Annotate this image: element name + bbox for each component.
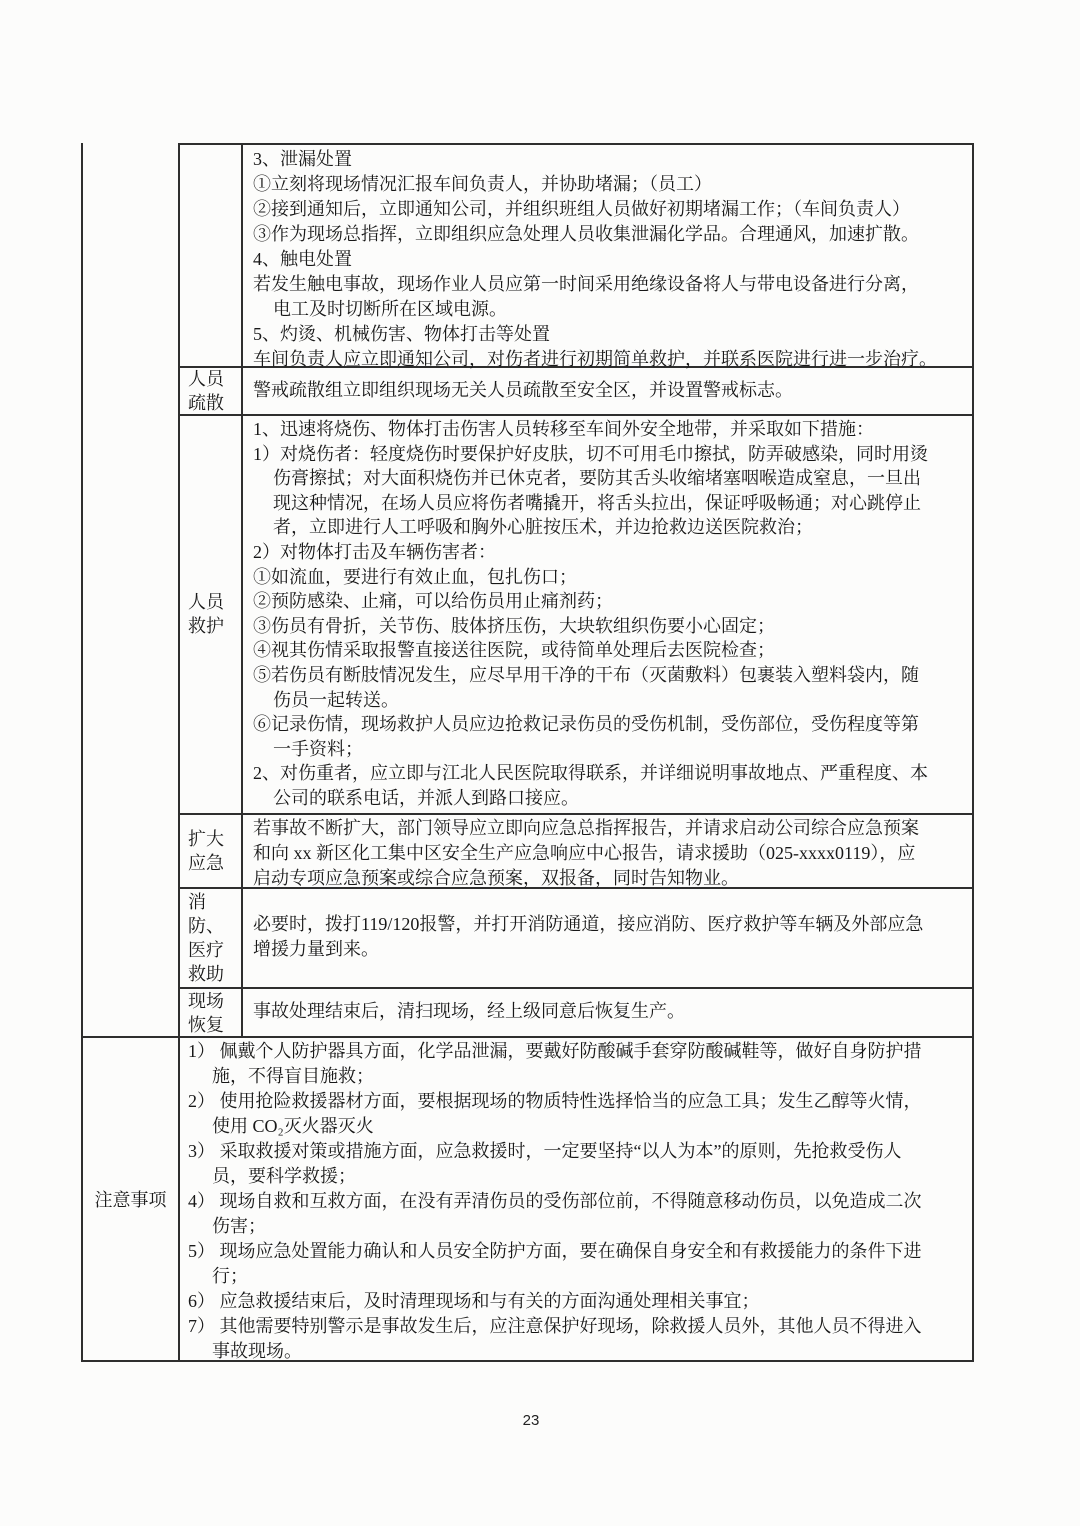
label-line: 医疗 (188, 940, 224, 960)
text-line: 电工及时切断所在区域电源。 (273, 299, 507, 319)
text-line: 公司的联系电话，并派人到路口接应。 (273, 787, 579, 808)
table-border-label-col (178, 143, 180, 1362)
text-line: 员，要科学救援； (212, 1166, 356, 1186)
text-line: 施，不得盲目施救； (212, 1066, 374, 1086)
text-line: 7） 其他需要特别警示是事故发生后，应注意保护好现场，除救援人员外，其他人员不得进入 (188, 1316, 922, 1336)
row-content-personnel-evacuation (253, 366, 971, 414)
label-line: 人员 (188, 591, 224, 612)
row-label-site-recovery (181, 989, 246, 1036)
label-line: 救护 (188, 615, 224, 636)
text-line: 启动专项应急预案或综合应急预案，双报备，同时告知物业。 (253, 868, 739, 888)
row-content-emergency-escalation (253, 816, 971, 886)
text-line: 5、灼烫、机械伤害、物体打击等处置 (253, 324, 550, 344)
text-line: ⑥记录伤情，现场救护人员应边抢救记录伤员的受伤机制，受伤部位，受伤程度等第 (253, 714, 919, 735)
text-line: 现这种情况，在场人员应将伤者嘴撬开，将舌头拉出，保证呼吸畅通；对心跳停止 (273, 492, 921, 513)
text-line: 若发生触电事故，现场作业人员应第一时间采用绝缘设备将人与带电设备进行分离， (253, 274, 919, 294)
label-line: 恢复 (188, 1014, 224, 1035)
text-line: 4） 现场自救和互救方面，在没有弄清伤员的受伤部位前，不得随意移动伤员，以免造成二次 (188, 1191, 922, 1211)
text-line: 2） 使用抢险救援器材方面，要根据现场的物质特性选择恰当的应急工具；发生乙醇等火情， (188, 1091, 922, 1111)
text-line: 若事故不断扩大，部门领导应立即向应急总指挥报告，并请求启动公司综合应急预案 (253, 818, 919, 838)
text-line: ④视其伤情采取报警直接送往医院，或待简单处理后去医院检查； (253, 640, 775, 661)
row-content-personnel-rescue (253, 417, 971, 811)
text-line: ①立刻将现场情况汇报车间负责人，并协助堵漏；（员工） (253, 174, 712, 194)
text-line: 一手资料； (273, 738, 363, 759)
text-line: 伤害； (212, 1216, 266, 1236)
row-content-site-recovery (253, 987, 971, 1036)
page-number: 23 (522, 1412, 540, 1429)
text-line: ②预防感染、止痛，可以给伤员用止痛剂药； (253, 591, 613, 612)
row-content-fire-medical-aid (253, 887, 971, 987)
text-line: 必要时，拨打119/120报警，并打开消防通道，接应消防、医疗救护等车辆及外部应急 (253, 914, 924, 934)
text-line: 车间负责人应立即通知公司，对伤者进行初期简单救护，并联系医院进行进一步治疗。 (253, 349, 937, 369)
text-line: 警戒疏散组立即组织现场无关人员疏散至安全区，并设置警戒标志。 (253, 379, 793, 400)
text-line: ①如流血，要进行有效止血，包扎伤口； (253, 566, 577, 587)
text-line: 3） 采取救援对策或措施方面，应急救援时，一定要坚持“以人为本”的原则，先抢救受伤人 (188, 1141, 902, 1161)
text-line: ③伤员有骨折，关节伤、肢体挤压伤，大块软组织伤要小心固定； (253, 615, 775, 636)
text-line: 2）对物体打击及车辆伤害者： (253, 541, 496, 562)
text-line: 4、触电处置 (253, 249, 352, 269)
row-label-precautions: 注意事项 (94, 1190, 167, 1210)
text-line: 伤员一起转送。 (273, 689, 399, 710)
label-line: 防、 (188, 916, 224, 936)
table-row-divider (178, 813, 974, 815)
text-line: 增援力量到来。 (253, 939, 379, 959)
text-line: 者，立即进行人工呼吸和胸外心脏按压术，并边抢救边送医院救治； (273, 517, 813, 538)
label-line: 消 (188, 892, 206, 912)
table-row-divider (178, 414, 974, 416)
row-label-personnel-evacuation (181, 368, 246, 414)
text-line: 1）对烧伤者：轻度烧伤时要保护好皮肤，切不可用毛巾擦拭，防弄破感染，同时用烫 (253, 443, 928, 464)
label-line: 疏散 (188, 393, 224, 413)
label-line: 应急 (188, 853, 224, 873)
label-line: 人员 (188, 369, 224, 389)
text-line: 使用 CO₂灭火器灭火 (212, 1116, 374, 1136)
label-line: 现场 (188, 990, 224, 1011)
table-border-right (972, 143, 974, 1362)
text-line: ⑤若伤员有断肢情况发生，应尽早用干净的干布（灭菌敷料）包裹装入塑料袋内，随 (253, 664, 919, 685)
label-line: 扩大 (188, 829, 224, 849)
text-line: 1） 佩戴个人防护器具方面，化学品泄漏，要戴好防酸碱手套穿防酸碱鞋等，做好自身防护措 (188, 1041, 922, 1061)
text-line: 2、对伤重者，应立即与江北人民医院取得联系，并详细说明事故地点、严重程度、本 (253, 763, 928, 784)
text-line: 和向 xx 新区化工集中区安全生产应急响应中心报告，请求援助（025-xxxx0119），应 (253, 843, 916, 863)
text-line: 行； (212, 1266, 248, 1286)
text-line: ③作为现场总指挥，立即组织应急处理人员收集泄漏化学品。合理通风，加速扩散。 (253, 224, 919, 244)
row-label-fire-medical-aid (181, 889, 246, 987)
row-label-emergency-escalation (181, 815, 246, 887)
text-line: ②接到通知后，立即通知公司，并组织班组人员做好初期堵漏工作；（车间负责人） (253, 199, 910, 219)
text-line: 6） 应急救援结束后，及时清理现场和与有关的方面沟通处理相关事宜； (188, 1291, 760, 1311)
text-line: 5） 现场应急处置能力确认和人员安全防护方面，要在确保自身安全和有救援能力的条件下进 (188, 1241, 922, 1261)
text-line: 事故处理结束后，清扫现场，经上级同意后恢复生产。 (253, 1001, 685, 1021)
row-label-personnel-rescue (181, 416, 246, 811)
text-line: 事故现场。 (212, 1341, 302, 1361)
row-content-response-steps (253, 147, 971, 369)
text-line: 1、迅速将烧伤、物体打击伤害人员转移至车间外安全地带，并采取如下措施： (253, 419, 874, 439)
text-line: 3、泄漏处置 (253, 149, 352, 169)
text-line: 伤膏擦拭；对大面积烧伤并已休克者，要防其舌头收缩堵塞咽喉造成窒息，一旦出 (273, 468, 921, 489)
label-line: 救助 (188, 964, 224, 984)
table-border-top (178, 143, 974, 145)
row-content-precautions (188, 1039, 971, 1359)
